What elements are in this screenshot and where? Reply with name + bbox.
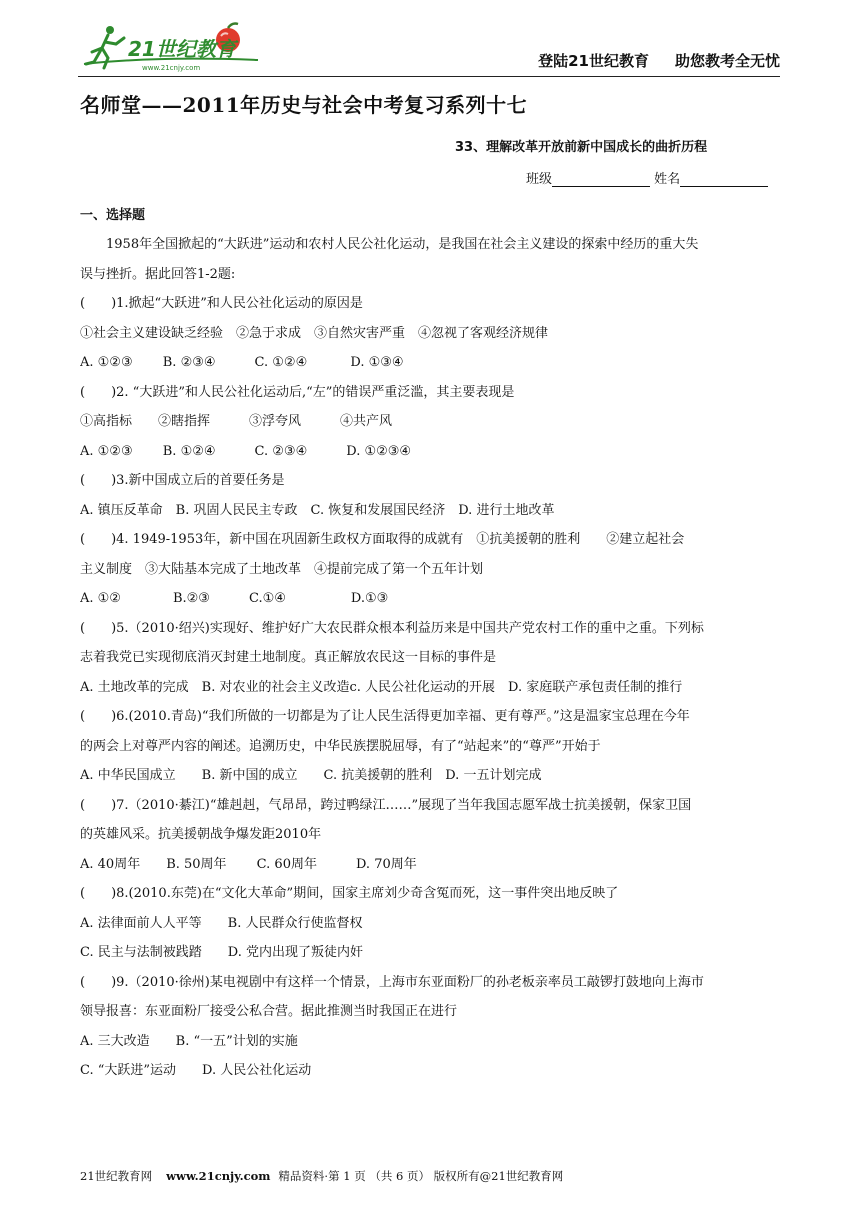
- logo-url: www.21cnjy.com: [142, 64, 201, 72]
- content-line: A. ①②③ B. ②③④ C. ①②④ D. ①③④: [80, 355, 404, 370]
- content-line: ( )7.（2010·綦江)“雄赳赳，气昂昂，跨过鸭绿江……”展现了当年我国志愿军战士抗美援朝，保家卫国: [80, 797, 692, 813]
- content-line: 领导报喜：东亚面粉厂接受公私合营。据此推测当时我国正在进行: [80, 1004, 458, 1019]
- class-label: 班级: [526, 172, 553, 187]
- question-content: [80, 230, 782, 1086]
- logo-21cnjy: [78, 18, 268, 74]
- content-line: ①高指标 ②瞎指挥 ③浮夸风 ④共产风: [80, 414, 393, 429]
- footer-url[interactable]: www.21cnjy.com: [166, 1169, 271, 1183]
- footer-site: 21世纪教育网: [80, 1169, 153, 1183]
- content-line: A. 法律面前人人平等 B. 人民群众行使监督权: [80, 915, 363, 931]
- content-line: C. “大跃进”运动 D. 人民公社化运动: [80, 1063, 312, 1078]
- name-label: 姓名: [654, 172, 681, 187]
- content-line: A. 40周年 B. 50周年 C. 60周年 D. 70周年: [80, 856, 417, 872]
- header-slogan: [538, 50, 780, 71]
- content-line: 主义制度 ③大陆基本完成了土地改革 ④提前完成了第一个五年计划: [80, 561, 484, 577]
- page-header: [78, 18, 780, 77]
- content-line: 1958年全国掀起的“大跃进”运动和农村人民公社化运动，是我国在社会主义建设的探索中经历的重大失: [106, 237, 699, 252]
- class-blank[interactable]: [552, 172, 650, 187]
- content-line: ( )3.新中国成立后的首要任务是: [80, 473, 285, 488]
- content-line: ①社会主义建设缺乏经验 ②急于求成 ③自然灾害严重 ④忽视了客观经济规律: [80, 325, 549, 341]
- page-footer: [80, 1168, 563, 1184]
- content-line: A. ①② B.②③ C.①④ D.①③: [80, 591, 389, 606]
- content-line: ( )8.(2010.东莞)在“文化大革命”期间，国家主席刘少奇含冤而死，这一事件突出地反映了: [80, 886, 619, 901]
- slogan-login: 登陆21世纪教育: [538, 52, 649, 70]
- logo-text: 21世纪教育: [128, 37, 236, 61]
- content-line: ( )4. 1949-1953年，新中国在巩固新生政权方面取得的成就有 ①抗美援朝的胜利 ②建立起社会: [80, 532, 685, 547]
- content-line: 的两会上对尊严内容的阐述。追溯历史，中华民族摆脱屈辱，有了“站起来”的“尊严”开始于: [80, 738, 601, 754]
- content-line: 志着我党已实现彻底消灭封建土地制度。真正解放农民这一目标的事件是: [80, 650, 497, 665]
- content-line: 误与挫折。据此回答1-2题:: [80, 266, 236, 282]
- content-line: C. 民主与法制被践踏 D. 党内出现了叛徒内奸: [80, 945, 363, 960]
- content-line: A. 土地改革的完成 B. 对农业的社会主义改造c. 人民公社化运动的开展 D. 家庭联产承包责任制的推行: [80, 679, 683, 695]
- section-title: 一、选择题: [80, 208, 146, 223]
- name-blank[interactable]: [680, 172, 768, 187]
- content-line: A. 三大改造 B. “一五”计划的实施: [80, 1033, 298, 1049]
- content-line: ( )9.（2010·徐州)某电视剧中有这样一个情景，上海市东亚面粉厂的孙老板亲率员工敲锣打鼓地向上海市: [80, 974, 704, 990]
- content-line: ( )2. “大跃进”和人民公社化运动后,“左”的错误严重泛滥，其主要表现是: [80, 384, 515, 400]
- class-name-fields: [526, 168, 768, 187]
- footer-page-info: 精品资料·第 1 页 （共 6 页） 版权所有@21世纪教育网: [278, 1169, 564, 1183]
- page-subtitle: 33、理解改革开放前新中国成长的曲折历程: [455, 140, 708, 155]
- page-title: 名师堂——2011年历史与社会中考复习系列十七: [80, 93, 528, 117]
- content-line: 的英雄风采。抗美援朝战争爆发距2010年: [80, 827, 322, 842]
- content-line: A. 中华民国成立 B. 新中国的成立 C. 抗美援朝的胜利 D. 一五计划完成: [80, 768, 542, 783]
- slogan-help: 助您教考全无忧: [674, 52, 780, 70]
- content-line: ( )6.(2010.青岛)“我们所做的一切都是为了让人民生活得更加幸福、更有尊严。”这是温家宝总理在今年: [80, 709, 690, 724]
- content-line: ( )1.掀起“大跃进”和人民公社化运动的原因是: [80, 296, 363, 311]
- content-line: ( )5.（2010·绍兴)实现好、维护好广大农民群众根本利益历来是中国共产党农村工作的重中之重。下列标: [80, 620, 704, 636]
- content-line: A. ①②③ B. ①②④ C. ②③④ D. ①②③④: [80, 443, 412, 459]
- content-line: A. 镇压反革命 B. 巩固人民民主专政 C. 恢复和发展国民经济 D. 进行土地改革: [80, 502, 555, 518]
